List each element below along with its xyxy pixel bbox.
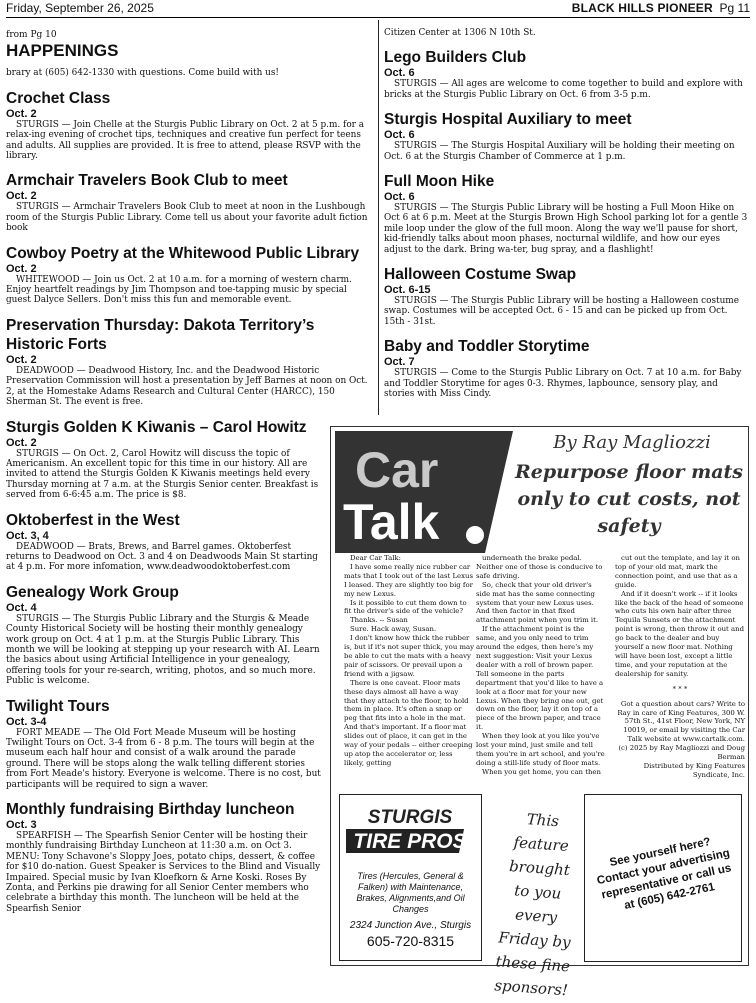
event-item — [384, 265, 750, 327]
logo-car-icon — [466, 526, 484, 544]
event-title: Preservation Thursday: Dakota Territory’s Historic Forts — [6, 316, 315, 353]
event-body: STURGIS — Join Chelle at the Sturgis Public Library on Oct. 2 at 5 p.m. for a relax-ing evening of crochet tips, techniques and creative fun perfect for teens and adults. All supplies are provided. It is free to attend, please RSVP with the library. — [6, 119, 365, 162]
event-title: Sturgis Golden K Kiwanis – Carol Howitz — [6, 418, 307, 436]
feature-paragraph: underneath the brake pedal. Neither one of those is conducive to safe driving. — [476, 554, 603, 580]
event-date: Oct. 3 — [6, 819, 37, 832]
ad-phone: 605-720-8315 — [366, 933, 455, 949]
feature-paragraph: So, check that your old driver's side mat has the same connecting system that your new Lexus uses. And then factor in that fixed attachment point when you trim it. — [476, 580, 599, 625]
event-date: Oct. 6 — [384, 67, 415, 80]
continued-text: brary at (605) 642-1330 with questions. Come build with us! — [6, 68, 279, 79]
event-item — [6, 583, 324, 687]
feature-paragraph: Sure. Hack away, Susan. — [350, 625, 437, 634]
page-header — [6, 0, 750, 18]
event-item — [6, 697, 324, 790]
distribution-credit: Distributed by King Features Syndicate, Inc. — [643, 761, 745, 779]
event-body: DEADWOOD — Brats, Brews, and Barrel games. Oktoberfest returns to Deadwood on Oct. 3 and 4 on Deadwoods Main St starting at 4 p.m. For more infomation, www.deadwoodoktoberfest.com — [6, 541, 318, 573]
event-body: STURGIS — The Sturgis Public Library and the Sturgis & Meade County Historical Society will be hosting their monthly genealogy work group on Oct. 4 at 1 p.m. at the Sturgis Public Library. This month we will be looking at stepping up your research with AI. Learn the basics about using Artificial Intelligence in your genealogy, offering tools for your re-search, writing, photos, and so much more. Public is welcome. — [6, 613, 320, 687]
event-body: STURGIS — Armchair Travelers Book Club to meet at noon in the Lushbough room of the Sturgis Public Library. Come tell us about your favorite adult fiction book — [6, 202, 368, 234]
event-item — [6, 316, 372, 408]
ad-brand-line-2: TIRE PROS — [353, 830, 467, 853]
tire-pros-ad — [339, 794, 482, 961]
event-body: STURGIS — On Oct. 2, Carol Howitz will discuss the topic of Americanism. An excellent topic for this time in our history. All are invited to attend the Sturgis Golden K Kiwanis meetings held every Thursday morning at 7 a.m. at the Sturgis Senior center. Breakfast is served from 6-6:45 a.m. The price is $8. — [6, 448, 319, 501]
page-number: Pg 11 — [719, 1, 750, 15]
logo-word-car: Car — [355, 442, 439, 498]
happenings-right-column — [384, 28, 750, 400]
event-body: STURGIS — Come to the Sturgis Public Library on Oct. 7 at 10 a.m. for Baby and Toddler Storytime for ages 0-3. Rhymes, lapbounce, sensory play, and stories with Miss Cindy. — [384, 368, 742, 400]
tire-pros-logo — [346, 801, 474, 865]
event-body: WHITEWOOD — Join us Oct. 2 at 10 a.m. for a morning of western charm. Enjoy heartfelt readings by Jim Thompson and toe-tapping music by special guest Dalyce Sellers. Don't miss this fun and memorable event. — [6, 274, 352, 306]
event-body: STURGIS — The Sturgis Public Library will be hosting a Full Moon Hike on Oct 6 at 6 p.m. Meet at the Sturgis Brown High School parking lot for a gentle 3 mile loop under the glow of the full moon. Along the way we'll pause for short, kid-friendly talks about moon phases, nocturnal wildlife, and how our eyes adjust to the dark. Bring wa-ter, bug spray, and a flashlight! — [384, 203, 748, 255]
feature-column-1 — [344, 554, 474, 768]
event-item — [6, 418, 324, 501]
event-date: Oct. 2 — [6, 107, 37, 120]
feature-paragraph: I don't know how thick the rubber is, but if it's not super thick, you may be able to cut the mats with a heavy pair of scissors. Or prevail upon a friend with a jigsaw. — [344, 634, 474, 678]
continued-text: Citizen Center at 1306 N 10th St. — [384, 28, 536, 38]
feature-paragraph: I have some really nice rubber car mats that I took out of the last Lexus I leased. They are slightly too big for my new Lexus. — [344, 562, 473, 598]
feature-paragraph: When they look at you like you've lost your mind, just smile and tell them you're in art school, and you're doing a still-life study of floor mats. — [476, 732, 605, 767]
contact-info: Got a question about cars? Write to Ray in care of King Features, 300 W. 57th St., 41st Floor, New York, NY 10019, or email by visiting the Car Talk website at www.cartalk.com. — [617, 699, 745, 744]
event-date: Oct. 2 — [6, 353, 37, 366]
event-title: Genealogy Work Group — [6, 583, 179, 601]
event-body: STURGIS — The Sturgis Public Library will be hosting a Halloween costume swap. Costumes will be accepted Oct. 6 - 15 and can be picked up from Oct. 15th - 31st. — [384, 296, 739, 327]
event-item — [384, 337, 750, 399]
paper-name — [572, 1, 750, 15]
event-title: Baby and Toddler Storytime — [384, 338, 590, 356]
event-title: Full Moon Hike — [384, 173, 495, 191]
issue-date: Friday, September 26, 2025 — [6, 1, 154, 15]
feature-paragraph: When you get home, you can then — [482, 767, 601, 776]
advertise-here-text: See yourself here? Contact your advertising representative or call us at (605) 642-2761 — [595, 835, 733, 912]
feature-paragraph: And if it doesn't work -- if it looks like the back of the head of someone who cuts his own hair after three Tequila Sunsets or the attachment point is wrong, then throw it out and go back to the dealer and buy yourself a new floor mat. Nothing will have been lost, except a little time, and your reputation at the dealership for sanity. — [615, 589, 744, 678]
car-talk-feature — [330, 426, 749, 1000]
section-break: * * * — [672, 684, 688, 693]
masthead-name: BLACK HILLS PIONEER — [571, 1, 713, 15]
ad-address: 2324 Junction Ave., Sturgis — [349, 920, 472, 931]
event-item — [384, 110, 750, 162]
event-title: Twilight Tours — [6, 697, 110, 715]
event-item — [384, 48, 750, 100]
event-date: Oct. 6 — [384, 129, 415, 142]
byline: By Ray Magliozzi — [553, 432, 711, 453]
sponsor-note: This feature brought to you every Friday by these fine sponsors! — [493, 810, 572, 1000]
feature-paragraph: Dear Car Talk: — [350, 554, 401, 562]
ad-description: Tires (Hercules, General & Falken) with Maintenance, Brakes, Alignments,and Oil Changes — [356, 871, 465, 914]
event-date: Oct. 2 — [6, 436, 37, 449]
advertise-here-box — [584, 794, 742, 962]
event-body: SPEARFISH — The Spearfish Senior Center will be hosting their monthly fundraising Birthday Luncheon at 11:30 a.m. on Oct 3. MENU: Tony Schavone's Sloppy Joes, potato chips, dessert, & coffee for $10 do-nation. Guest Speaker is Services to the Blind and Visually Impaired. Special music by Ivan Kloefkorn & Arne Koski. Roses By Zonta, and Perkins pie drawing for all Senior Center members who celebrate a birthday this month. The luncheon will be held at the Spearfish Senior — [6, 831, 321, 914]
event-item — [6, 511, 324, 573]
feature-paragraph: cut out the template, and lay it on top of your old mat, mark the connection point, and use that as a guide. — [615, 554, 740, 589]
event-title: Oktoberfest in the West — [6, 511, 180, 529]
feature-paragraph: Is it possible to cut them down to fit the driver's side of the vehicle? — [344, 598, 467, 616]
column-divider — [378, 20, 379, 415]
event-title: Sturgis Hospital Auxiliary to meet — [384, 111, 632, 129]
event-title: Crochet Class — [6, 89, 111, 107]
event-date: Oct. 3, 4 — [6, 529, 49, 542]
section-title: HAPPENINGS — [6, 41, 119, 61]
event-item — [6, 171, 372, 233]
event-date: Oct. 3-4 — [6, 715, 47, 728]
event-date: Oct. 7 — [384, 356, 415, 369]
continued-from: from Pg 10 — [6, 30, 57, 40]
happenings-left-column — [6, 30, 372, 914]
event-body: STURGIS — All ages are welcome to come together to build and explore with bricks at the Sturgis Public Library on Oct. 6 from 3-5 p.m. — [384, 79, 743, 100]
ad-brand-line-1: STURGIS — [367, 807, 453, 828]
event-date: Oct. 4 — [6, 601, 37, 614]
feature-paragraph: There is one caveat. Floor mats these days almost all have a way that they attach to the floor, to hold them in place. It's often a snap or peg that fits into a hole in the mat. And that's important. If a floor mat slides out of place, it can get in the way of your pedals -- either creeping up atop the accelerator or, less likely, getting — [344, 678, 473, 767]
copyright: (c) 2025 by Ray Magliozzi and Doug Berman — [618, 744, 745, 762]
event-date: Oct. 2 — [6, 262, 37, 275]
event-title: Armchair Travelers Book Club to meet — [6, 172, 288, 190]
event-date: Oct. 6 — [384, 191, 415, 204]
event-item — [6, 89, 372, 162]
event-date: Oct. 6-15 — [384, 284, 431, 297]
event-date: Oct. 2 — [6, 190, 37, 203]
event-body: DEADWOOD — Deadwood History, Inc. and the Deadwood Historic Preservation Commission will host a presentation by Jeff Barnes at noon on Oct. 2, at the Homestake Adams Research and Cultural Center (HARCC), 150 Sherman St. The event is free. — [6, 365, 368, 408]
feature-paragraph: Thanks. -- Susan — [350, 616, 408, 625]
event-item — [384, 172, 750, 255]
logo-word-talk: Talk — [343, 494, 440, 550]
feature-paragraph: If the attachment point is the same, and you only need to trim around the edges, then here's my next suggestion: Visit your Lexus dealer with a roll of brown paper. Tell someone in the parts department that you'd like to have a look at a floor mat for your new Lexus. When they bring one out, get down on the floor, lay it on top of a piece of the brown paper, and trace it. — [476, 625, 604, 732]
event-item — [6, 800, 324, 914]
event-body: STURGIS — The Sturgis Hospital Auxiliary will be holding their meeting on Oct. 6 at the Sturgis Chamber of Commerce at 1 p.m. — [384, 141, 735, 162]
feature-headline: Repurpose floor mats only to cut costs, not safety — [514, 461, 744, 537]
event-body: FORT MEADE — The Old Fort Meade Museum will be hosting Twilight Tours on Oct. 3-4 from 6 - 8 p.m. The tours will begin at the museum each half hour and consist of a walk around the parade ground. There will be stops along the walk telling different stories from Fort Meade's history. Everyone is welcome. There is no cost, but participants will be required to sign a waver. — [6, 727, 321, 790]
event-title: Lego Builders Club — [384, 49, 527, 67]
event-title: Monthly fundraising Birthday luncheon — [6, 801, 295, 819]
event-title: Halloween Costume Swap — [384, 266, 577, 284]
feature-column-3 — [615, 554, 745, 780]
event-item — [6, 244, 372, 306]
feature-column-2 — [476, 554, 606, 777]
event-title: Cowboy Poetry at the Whitewood Public Library — [6, 244, 360, 262]
car-talk-logo — [335, 431, 513, 553]
